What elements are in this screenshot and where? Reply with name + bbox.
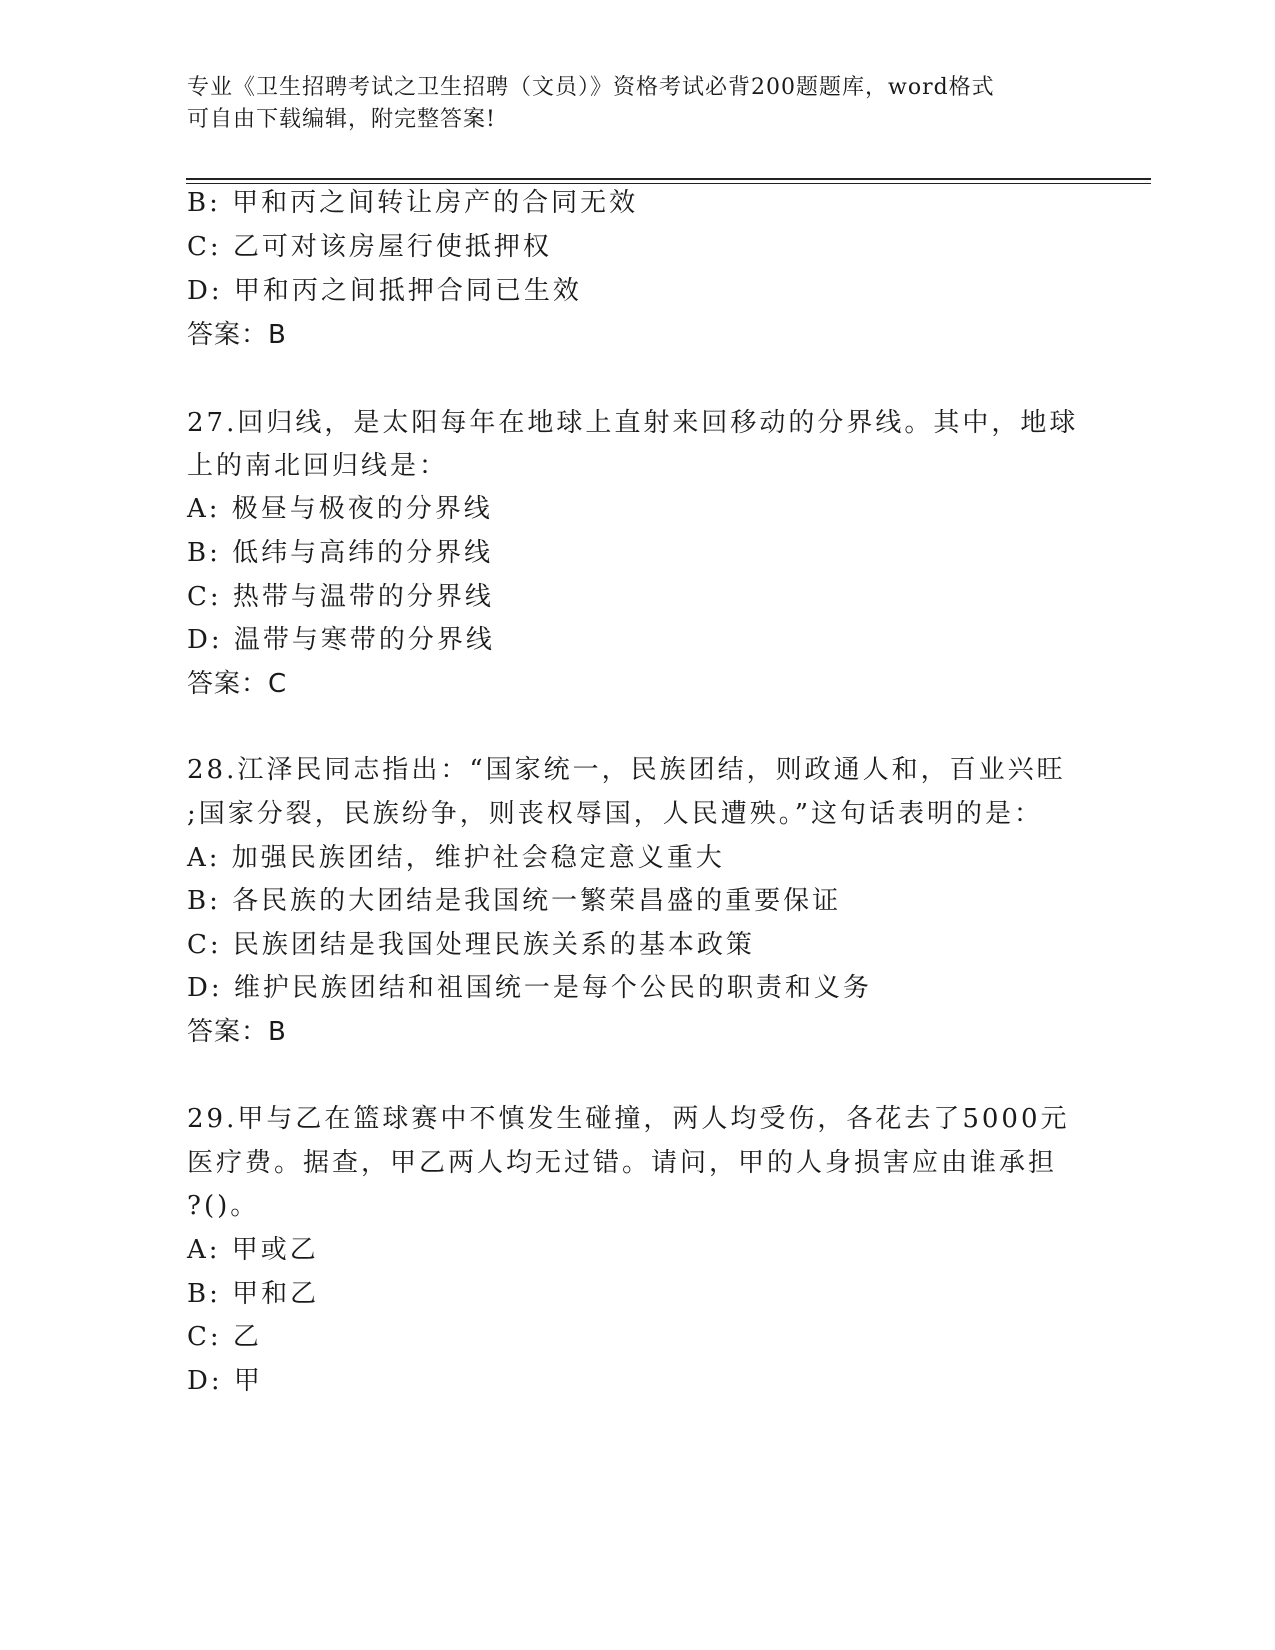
q27-option-a: A: 极昼与极夜的分界线: [187, 494, 493, 524]
document-header: [187, 72, 1067, 136]
q26-option-d: D: 甲和丙之间抵押合同已生效: [187, 276, 582, 306]
q26-option-b: B: 甲和丙之间转让房产的合同无效: [187, 188, 639, 218]
q29-stem-line-1: 29.甲与乙在篮球赛中不慎发生碰撞，两人均受伤，各花去了5000元: [187, 1104, 1070, 1134]
q26-answer: 答案：B: [187, 320, 287, 350]
q27-option-b: B: 低纬与高纬的分界线: [187, 538, 494, 568]
q27-answer: 答案：C: [187, 669, 288, 699]
q28-option-c: C: 民族团结是我国处理民族关系的基本政策: [187, 930, 755, 960]
q27-stem-line-1: 27.回归线，是太阳每年在地球上直射来回移动的分界线。其中，地球: [187, 408, 1079, 438]
header-divider-thick: [186, 178, 1151, 180]
q28-stem-line-1: 28.江泽民同志指出：“国家统一，民族团结，则政通人和，百业兴旺: [187, 755, 1066, 785]
q29-stem-line-3: ?()。: [187, 1191, 260, 1221]
q27-stem-line-2: 上的南北回归线是：: [187, 451, 449, 481]
q27-option-d: D: 温带与寒带的分界线: [187, 625, 495, 655]
q28-stem-line-2: ;国家分裂，民族纷争，则丧权辱国，人民遭殃。”这句话表明的是：: [187, 799, 1044, 829]
q29-option-b: B: 甲和乙: [187, 1279, 320, 1309]
header-title-line-1: 专业《卫生招聘考试之卫生招聘（文员）》资格考试必背200题题库，word格式: [187, 75, 995, 100]
q29-option-d: D: 甲: [187, 1366, 263, 1396]
q28-option-a: A: 加强民族团结，维护社会稳定意义重大: [187, 843, 725, 873]
q28-option-d: D: 维护民族团结和祖国统一是每个公民的职责和义务: [187, 973, 872, 1003]
q27-option-c: C: 热带与温带的分界线: [187, 582, 494, 612]
header-divider-thin: [186, 183, 1151, 184]
header-title-line-2: 可自由下载编辑，附完整答案!: [187, 107, 496, 132]
q29-option-c: C: 乙: [187, 1322, 262, 1352]
q29-option-a: A: 甲或乙: [187, 1235, 319, 1265]
q28-answer: 答案：B: [187, 1017, 287, 1047]
q26-option-c: C: 乙可对该房屋行使抵押权: [187, 232, 552, 262]
q29-stem-line-2: 医疗费。据查，甲乙两人均无过错。请问，甲的人身损害应由谁承担: [187, 1148, 1058, 1178]
q28-option-b: B: 各民族的大团结是我国统一繁荣昌盛的重要保证: [187, 886, 842, 916]
